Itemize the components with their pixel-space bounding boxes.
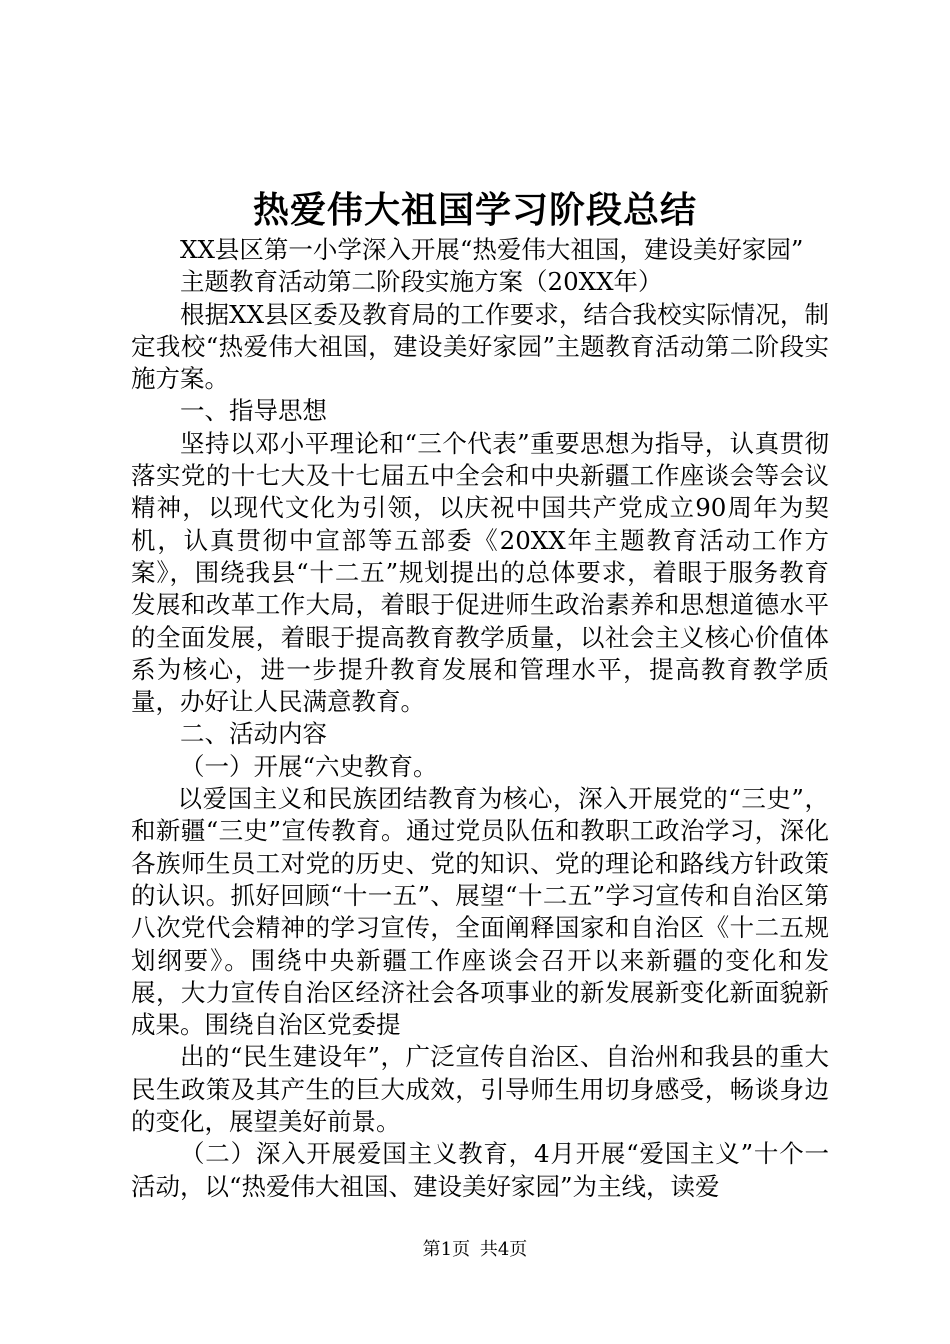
paragraph-six-histories: 以爱国主义和民族团结教育为核心，深入开展党的“三史”，和新疆“三史”宣传教育。通过党员队伍和教职工政治学习，深化各族师生员工对党的历史、党的知识、党的理论和路线方针政策的认识。抓好回顾“十一五”、展望“十二五”学习宣传和自治区第八次党代会精神的学习宣传，全面阐释国家和自治区《十二五规划纲要》。围绕中央新疆工作座谈会召开以来新疆的变化和发展，大力宣传自治区经济社会各项事业的新发展新变化新面貌新成果。围绕自治区党委提 (131, 784, 829, 1040)
paragraph-guiding-ideology: 坚持以邓小平理论和“三个代表”重要思想为指导，认真贯彻落实党的十七大及十七届五中全会和中央新疆工作座谈会等会议精神，以现代文化为引领，以庆祝中国共产党成立90周年为契机，认真贯彻中宣部等五部委《20XX年主题教育活动工作方案》，围绕我县“十二五”规划提出的总体要求，着眼于服务教育发展和改革工作大局，着眼于促进师生政治素养和思想道德水平的全面发展，着眼于提高教育教学质量，以社会主义核心价值体系为核心，进一步提升教育发展和管理水平，提高教育教学质量，办好让人民满意教育。 (131, 428, 829, 717)
paragraph-heading-line-2: 主题教育活动第二阶段实施方案（20XX年） (180, 267, 663, 297)
page-footer: 第1页 共4页 (422, 1239, 528, 1260)
paragraph-heading-line-1: XX县区第一小学深入开展“热爱伟大祖国，建设美好家园” (180, 235, 804, 264)
subsection-heading-1: （一）开展“六史教育。 (180, 751, 438, 781)
section-heading-guiding-ideology: 一、指导思想 (180, 396, 327, 426)
document-title: 热爱伟大祖国学习阶段总结 (252, 189, 697, 231)
paragraph-intro: 根据XX县区委及教育局的工作要求，结合我校实际情况，制定我校“热爱伟大祖国，建设美好家园”主题教育活动第二阶段实施方案。 (131, 299, 829, 394)
section-heading-activities: 二、活动内容 (180, 719, 327, 749)
paragraph-livelihood: 出的“民生建设年”，广泛宣传自治区、自治州和我县的重大民生政策及其产生的巨大成效，引导师生用切身感受，畅谈身边的变化，展望美好前景。 (131, 1042, 829, 1137)
document-body (131, 234, 829, 1203)
paragraph-patriotism: （二）深入开展爱国主义教育，4月开展“爱国主义”十个一活动，以“热爱伟大祖国、建设美好家园”为主线，读爱 (131, 1139, 829, 1201)
